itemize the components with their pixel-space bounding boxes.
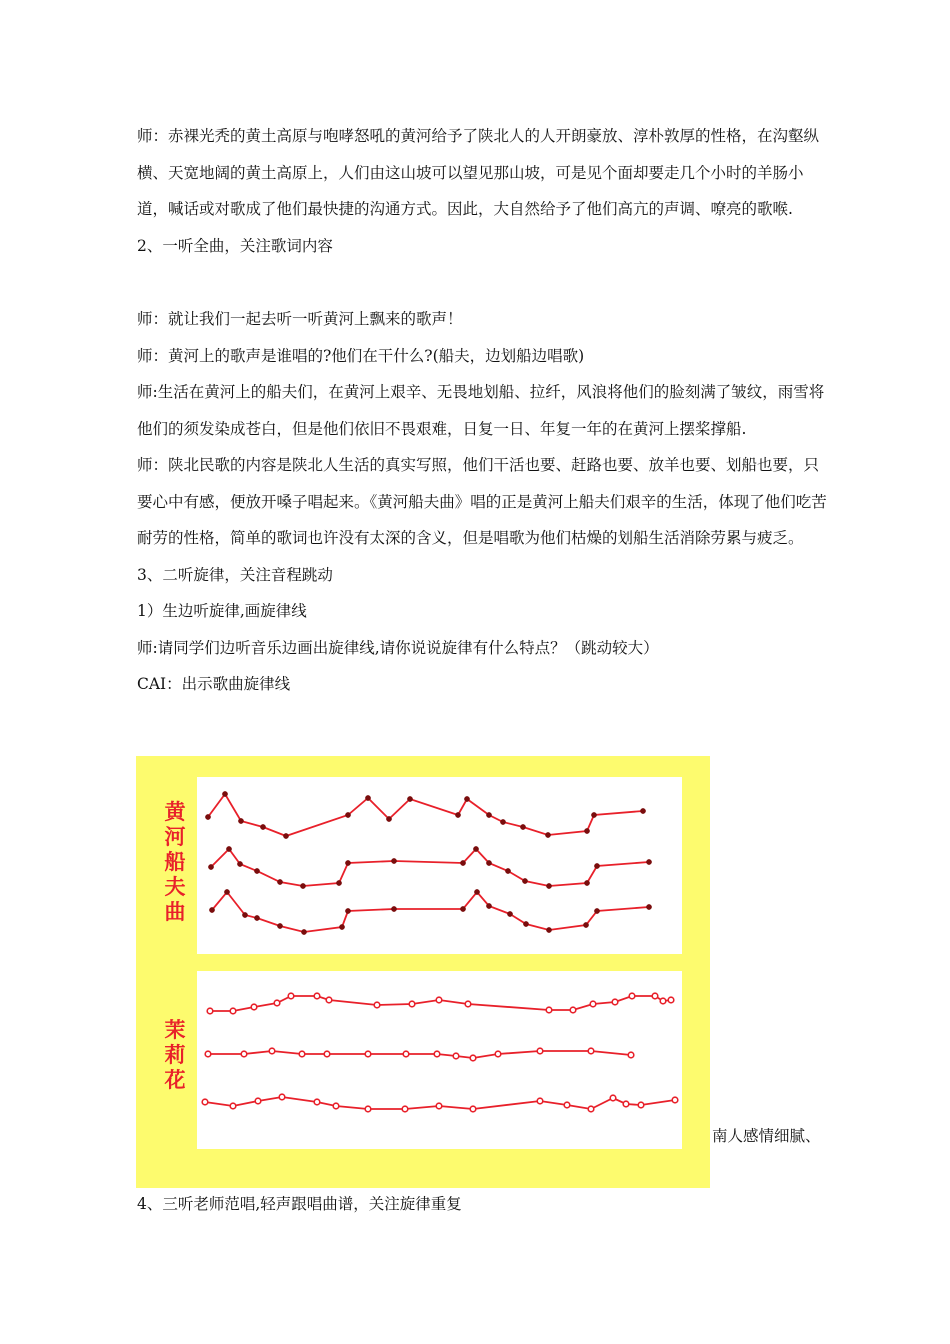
melody-note-dot: [465, 1001, 471, 1007]
melody-note-dot: [314, 1099, 320, 1105]
melody-note-dot: [403, 1051, 409, 1057]
melody-note-dot: [345, 908, 350, 913]
melody-note-dot: [301, 929, 306, 934]
melody-note-dot: [590, 1001, 596, 1007]
paragraph: 师：黄河上的歌声是谁唱的?他们在干什么?(船夫，边划船边唱歌): [137, 346, 585, 365]
melody-note-dot: [646, 904, 651, 909]
melody-note-dot: [226, 846, 231, 851]
melody-note-dot: [274, 1000, 280, 1006]
melody-note-dot: [486, 903, 491, 908]
sub-step-1: 1）生边听旋律,画旋律线: [137, 602, 307, 620]
melody-line: [207, 993, 674, 1014]
melody-note-dot: [208, 864, 213, 869]
melody-note-dot: [486, 860, 491, 865]
melody-note-dot: [407, 796, 412, 801]
melody-note-dot: [570, 1007, 576, 1013]
melody-line-path: [208, 794, 643, 836]
melody-note-dot: [202, 1099, 208, 1105]
melody-note-dot: [652, 993, 658, 999]
melody-note-dot: [238, 818, 243, 823]
melody-note-dot: [672, 1097, 678, 1103]
melody-note-dot: [288, 993, 294, 999]
melody-note-dot: [237, 861, 242, 866]
melody-note-dot: [326, 997, 332, 1003]
melody-note-dot: [520, 824, 525, 829]
melody-line: [209, 889, 651, 934]
melody-note-dot: [486, 812, 491, 817]
melody-note-dot: [314, 993, 320, 999]
melody-note-dot: [546, 1007, 552, 1013]
melody-note-dot: [588, 1106, 594, 1112]
song-label-molihua: 茉莉花: [164, 1018, 186, 1092]
melody-note-dot: [222, 791, 227, 796]
melody-note-dot: [365, 1106, 371, 1112]
melody-note-dot: [537, 1098, 543, 1104]
melody-note-dot: [470, 1055, 476, 1061]
melody-note-dot: [500, 819, 505, 824]
heading-4: 4、三听老师范唱,轻声跟唱曲谱，关注旋律重复: [137, 1195, 462, 1213]
paragraph: 师：陕北民歌的内容是陕北人生活的真实写照，他们干活也要、赶路也要、放羊也要、划船也要，只要心中有感，便放开嗓子唱起来。《黄河船夫曲》唱的正是黄河上船夫们艰辛的生活，体现了他们吃苦耐劳的性格，简单的歌词也许没有太深的含义，但是唱歌为他们枯燥的划船生活消除劳累与疲乏。: [137, 456, 827, 547]
melody-note-dot: [260, 824, 265, 829]
melody-note-dot: [629, 993, 635, 999]
melody-note-dot: [386, 816, 391, 821]
melody-note-dot: [374, 1002, 380, 1008]
melody-note-dot: [623, 1101, 629, 1107]
melody-note-dot: [436, 997, 442, 1003]
melody-note-dot: [522, 878, 527, 883]
melody-note-dot: [507, 911, 512, 916]
melody-note-dot: [546, 883, 551, 888]
cai-caption: CAI：出示歌曲旋律线: [137, 675, 291, 693]
melody-note-dot: [283, 833, 288, 838]
melody-lines-huanghe: [197, 777, 682, 954]
melody-note-dot: [391, 906, 396, 911]
side-note-text: 南人感情细腻、: [712, 1127, 821, 1145]
melody-panel-huanghe: [197, 777, 682, 954]
melody-note-dot: [205, 814, 210, 819]
melody-note-dot: [254, 868, 259, 873]
melody-note-dot: [230, 1008, 236, 1014]
melody-note-dot: [207, 1008, 213, 1014]
melody-note-dot: [545, 832, 550, 837]
melody-note-dot: [473, 846, 478, 851]
melody-note-dot: [460, 860, 465, 865]
melody-note-dot: [251, 1004, 257, 1010]
melody-note-dot: [660, 998, 666, 1004]
melody-note-dot: [564, 1102, 570, 1108]
melody-note-dot: [333, 1103, 339, 1109]
melody-line-figure: [136, 756, 710, 1188]
melody-note-dot: [277, 879, 282, 884]
melody-note-dot: [324, 1051, 330, 1057]
melody-note-dot: [610, 1095, 616, 1101]
melody-note-dot: [279, 1094, 285, 1100]
melody-note-dot: [254, 915, 259, 920]
melody-note-dot: [460, 906, 465, 911]
melody-note-dot: [365, 795, 370, 800]
melody-note-dot: [584, 880, 589, 885]
melody-note-dot: [269, 1048, 275, 1054]
melody-note-dot: [546, 927, 551, 932]
melody-note-dot: [436, 1103, 442, 1109]
melody-note-dot: [453, 1053, 459, 1059]
melody-note-dot: [336, 880, 341, 885]
melody-line: [205, 791, 645, 838]
melody-note-dot: [224, 889, 229, 894]
paragraph: 师：赤裸光秃的黄土高原与咆哮怒吼的黄河给予了陕北人的人开朗豪放、淳朴敦厚的性格，在沟壑纵横、天宽地阔的黄土高原上，人们由这山坡可以望见那山坡，可是见个面却要走几个小时的羊肠小道，喊话或对歌成了他们最快捷的沟通方式。因此，大自然给予了他们高亢的声调、嘹亮的歌喉.: [137, 127, 820, 218]
melody-note-dot: [495, 1051, 501, 1057]
melody-note-dot: [255, 1098, 261, 1104]
song-label-huanghe: 黄河船夫曲: [164, 800, 186, 924]
melody-note-dot: [209, 907, 214, 912]
melody-note-dot: [640, 808, 645, 813]
melody-note-dot: [638, 1102, 644, 1108]
melody-note-dot: [668, 997, 674, 1003]
melody-note-dot: [594, 908, 599, 913]
heading-2: 2、一听全曲，关注歌词内容: [137, 236, 333, 255]
melody-line-path: [211, 849, 649, 886]
melody-note-dot: [345, 812, 350, 817]
melody-note-dot: [230, 1103, 236, 1109]
melody-note-dot: [646, 859, 651, 864]
melody-note-dot: [455, 812, 460, 817]
melody-lines-molihua: [197, 971, 682, 1149]
melody-note-dot: [205, 1051, 211, 1057]
melody-note-dot: [242, 912, 247, 917]
melody-line: [208, 846, 651, 888]
melody-note-dot: [365, 1051, 371, 1057]
melody-note-dot: [464, 796, 469, 801]
melody-line: [205, 1048, 634, 1061]
melody-note-dot: [584, 828, 589, 833]
lyrics-paragraph-block: [137, 301, 827, 703]
melody-note-dot: [594, 863, 599, 868]
melody-note-dot: [300, 883, 305, 888]
paragraph: 师：就让我们一起去听一听黄河上飘来的歌声！: [137, 310, 463, 328]
melody-note-dot: [470, 1106, 476, 1112]
melody-note-dot: [474, 889, 479, 894]
melody-note-dot: [628, 1052, 634, 1058]
melody-note-dot: [402, 1106, 408, 1112]
melody-note-dot: [277, 923, 282, 928]
melody-note-dot: [391, 858, 396, 863]
intro-paragraph-block: [137, 118, 827, 264]
melody-note-dot: [523, 921, 528, 926]
melody-note-dot: [434, 1051, 440, 1057]
melody-note-dot: [339, 924, 344, 929]
melody-note-dot: [588, 1048, 594, 1054]
melody-panel-molihua: [197, 971, 682, 1149]
melody-note-dot: [345, 860, 350, 865]
melody-note-dot: [241, 1051, 247, 1057]
melody-line: [202, 1094, 678, 1112]
melody-note-dot: [409, 1001, 415, 1007]
melody-note-dot: [612, 999, 618, 1005]
melody-note-dot: [537, 1048, 543, 1054]
paragraph: 师:生活在黄河上的船夫们，在黄河上艰辛、无畏地划船、拉纤，风浪将他们的脸刻满了皱纹，雨雪将他们的须发染成苍白，但是他们依旧不畏艰难，日复一日、年复一年的在黄河上摆桨撑船.: [137, 383, 825, 438]
heading-3: 3、二听旋律，关注音程跳动: [137, 565, 333, 584]
melody-note-dot: [505, 868, 510, 873]
melody-note-dot: [583, 922, 588, 927]
melody-note-dot: [299, 1051, 305, 1057]
teacher-question: 师:请同学们边听音乐边画出旋律线,请你说说旋律有什么特点？（跳动较大）: [137, 638, 659, 657]
melody-note-dot: [591, 812, 596, 817]
